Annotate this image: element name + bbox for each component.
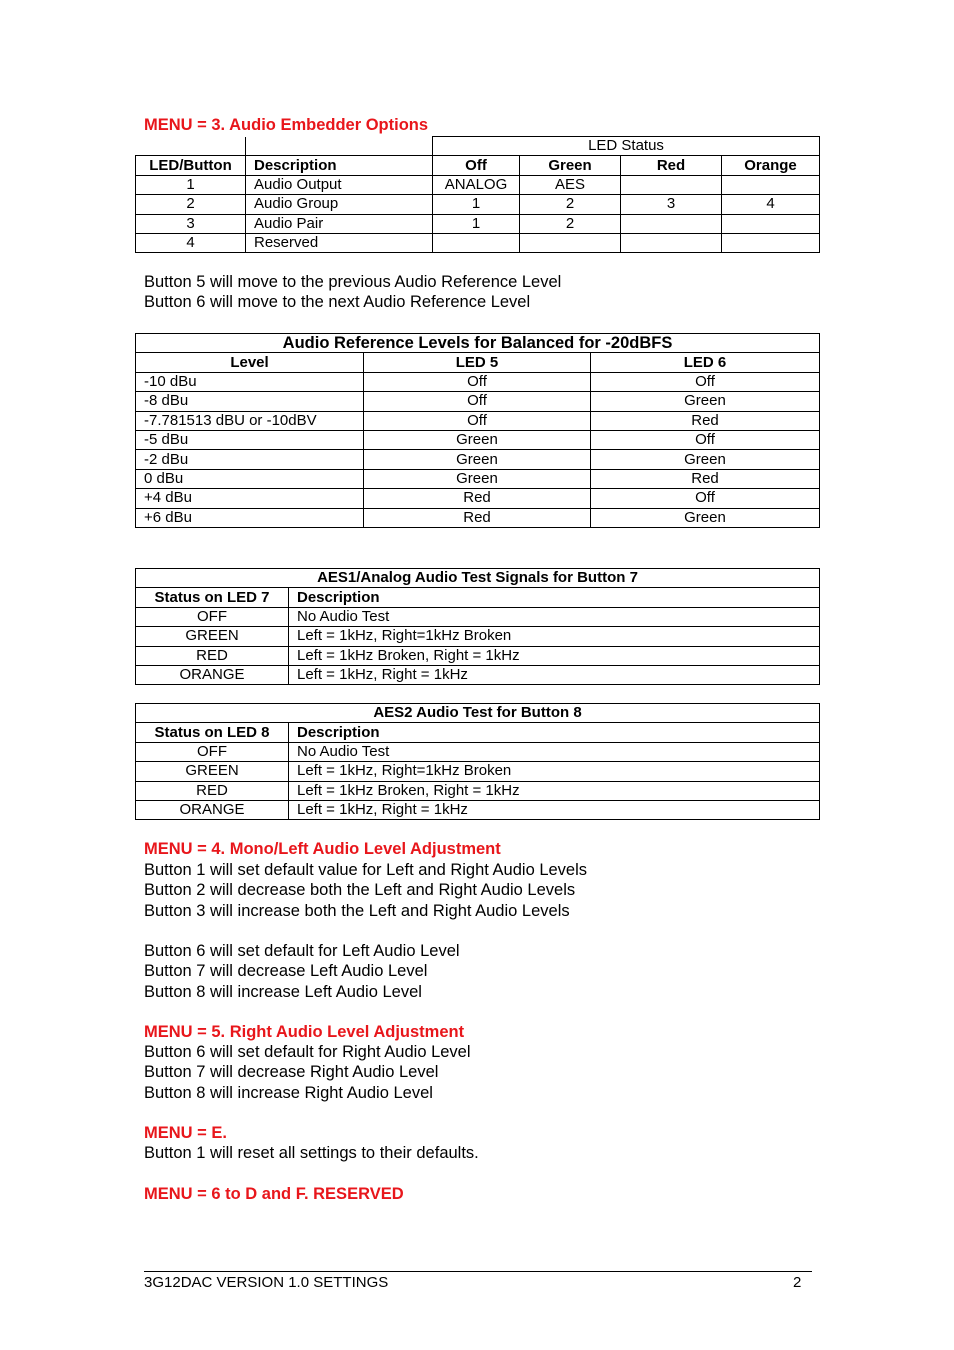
table-row — [136, 646, 820, 665]
table-cell: 1 — [136, 175, 246, 194]
table-row — [136, 607, 820, 626]
table-header-row — [136, 353, 820, 372]
footer-title: 3G12DAC VERSION 1.0 SETTINGS — [144, 1274, 389, 1291]
table-cell: Left = 1kHz, Right=1kHz Broken — [289, 762, 820, 781]
table-cell: Red — [364, 489, 591, 508]
table-cell: 0 dBu — [136, 469, 364, 488]
menu5-heading: MENU = 5. Right Audio Level Adjustment — [144, 1023, 465, 1041]
empty-cell — [246, 137, 433, 156]
table-row — [136, 627, 820, 646]
table-cell: Off — [591, 430, 820, 449]
table-cell: No Audio Test — [289, 607, 820, 626]
table-row — [136, 430, 820, 449]
table-cell: -7.781513 dBU or -10dBV — [136, 411, 364, 430]
table-cell — [621, 233, 722, 252]
table-cell: Green — [591, 450, 820, 469]
column-header: Red — [621, 156, 722, 175]
table-cell: +4 dBu — [136, 489, 364, 508]
table-row — [136, 781, 820, 800]
table-cell: -5 dBu — [136, 430, 364, 449]
table-cell: 3 — [621, 195, 722, 214]
table-row — [136, 233, 820, 252]
table-cell: Green — [364, 450, 591, 469]
table-title-row — [136, 334, 820, 353]
table-row — [136, 800, 820, 819]
table-row — [136, 214, 820, 233]
table-cell: GREEN — [136, 627, 289, 646]
table-cell: 2 — [520, 214, 621, 233]
table-cell: 4 — [136, 233, 246, 252]
table-cell: Reserved — [246, 233, 433, 252]
table-cell — [722, 214, 820, 233]
column-header: Level — [136, 353, 364, 372]
menuE-lines — [144, 1143, 479, 1163]
table-cell: Off — [364, 392, 591, 411]
table-cell: 3 — [136, 214, 246, 233]
text-line: Button 3 will increase both the Left and Right Audio Levels — [144, 901, 570, 920]
aes1-test-table — [135, 568, 820, 685]
table-cell: 4 — [722, 195, 820, 214]
footer-divider — [144, 1271, 812, 1272]
text-line: Button 2 will decrease both the Left and Right Audio Levels — [144, 881, 576, 900]
table-cell: Left = 1kHz, Right = 1kHz — [289, 665, 820, 684]
text-line: Button 7 will decrease Right Audio Level — [144, 1063, 439, 1082]
table-cell: RED — [136, 781, 289, 800]
page-number: 2 — [793, 1274, 802, 1291]
table-cell: Left = 1kHz, Right=1kHz Broken — [289, 627, 820, 646]
table-cell: Off — [364, 411, 591, 430]
table-cell: ORANGE — [136, 800, 289, 819]
table-cell: -2 dBu — [136, 450, 364, 469]
table-title: AES1/Analog Audio Test Signals for Button 7 — [136, 569, 820, 588]
text-line: Button 8 will increase Right Audio Level — [144, 1083, 433, 1102]
column-header: LED 5 — [364, 353, 591, 372]
text-line: Button 6 will set default for Left Audio Level — [144, 942, 460, 960]
table-cell: +6 dBu — [136, 508, 364, 527]
menu3-notes — [144, 272, 561, 313]
text-line: Button 6 will move to the next Audio Reference Level — [144, 293, 531, 312]
text-line: Button 8 will increase Left Audio Level — [144, 982, 422, 1001]
table-title-row — [136, 704, 820, 723]
reference-levels-table — [135, 333, 820, 528]
column-header: Description — [289, 723, 820, 742]
table-cell: Green — [591, 392, 820, 411]
menu4-lines-b — [144, 941, 460, 1002]
table-cell: ORANGE — [136, 665, 289, 684]
table-row — [136, 665, 820, 684]
table-cell: ANALOG — [433, 175, 520, 194]
text-line: Button 1 will set default value for Left and Right Audio Levels — [144, 861, 588, 879]
table-cell — [621, 175, 722, 194]
text-line: Button 1 will reset all settings to their defaults. — [144, 1144, 479, 1162]
table-cell: 1 — [433, 195, 520, 214]
menuE-heading: MENU = E. — [144, 1124, 227, 1142]
column-header: Orange — [722, 156, 820, 175]
table-cell — [621, 214, 722, 233]
table-cell: Off — [364, 372, 591, 391]
table-cell: RED — [136, 646, 289, 665]
column-header: Green — [520, 156, 621, 175]
column-header: Status on LED 8 — [136, 723, 289, 742]
led-status-header: LED Status — [433, 137, 820, 156]
table-cell — [722, 233, 820, 252]
table-cell: 2 — [136, 195, 246, 214]
table-header-row — [136, 156, 820, 175]
table-row — [136, 489, 820, 508]
table-cell: Green — [364, 430, 591, 449]
table-cell — [433, 233, 520, 252]
table-cell: Off — [591, 489, 820, 508]
table-cell: Green — [591, 508, 820, 527]
table-cell: Off — [591, 372, 820, 391]
table-cell: No Audio Test — [289, 742, 820, 761]
menu4-heading: MENU = 4. Mono/Left Audio Level Adjustment — [144, 840, 501, 858]
table-title-row — [136, 569, 820, 588]
aes2-test-table — [135, 703, 820, 820]
table-cell: OFF — [136, 742, 289, 761]
table-row — [136, 762, 820, 781]
table-row — [136, 372, 820, 391]
table-header-row — [136, 723, 820, 742]
table-cell: Left = 1kHz Broken, Right = 1kHz — [289, 646, 820, 665]
table-cell: Green — [364, 469, 591, 488]
table-title: AES2 Audio Test for Button 8 — [136, 704, 820, 723]
text-line: Button 7 will decrease Left Audio Level — [144, 962, 428, 981]
table-cell: Left = 1kHz Broken, Right = 1kHz — [289, 781, 820, 800]
table-row — [136, 742, 820, 761]
column-header: LED 6 — [591, 353, 820, 372]
empty-cell — [136, 137, 246, 156]
table-cell: 2 — [520, 195, 621, 214]
menu3-heading: MENU = 3. Audio Embedder Options — [144, 116, 429, 134]
table-cell: Red — [364, 508, 591, 527]
audio-embedder-table — [135, 136, 820, 253]
table-cell: Red — [591, 411, 820, 430]
table-cell: Audio Group — [246, 195, 433, 214]
table-row — [136, 411, 820, 430]
table-cell: Audio Output — [246, 175, 433, 194]
column-header: Description — [246, 156, 433, 175]
table-row — [136, 195, 820, 214]
table-cell — [722, 175, 820, 194]
menu6-heading: MENU = 6 to D and F. RESERVED — [144, 1185, 404, 1203]
table-cell: -10 dBu — [136, 372, 364, 391]
text-line: Button 6 will set default for Right Audio Level — [144, 1043, 471, 1061]
text-line: Button 5 will move to the previous Audio Reference Level — [144, 273, 562, 291]
table-row — [136, 508, 820, 527]
menu4-lines-a — [144, 860, 587, 921]
table-header-row — [136, 588, 820, 607]
table-cell: OFF — [136, 607, 289, 626]
menu5-lines — [144, 1042, 471, 1103]
column-header: Off — [433, 156, 520, 175]
column-header: Status on LED 7 — [136, 588, 289, 607]
table-cell: 1 — [433, 214, 520, 233]
table-row — [136, 392, 820, 411]
table-cell: Audio Pair — [246, 214, 433, 233]
column-header: Description — [289, 588, 820, 607]
table-row — [136, 137, 820, 156]
table-row — [136, 469, 820, 488]
table-cell: AES — [520, 175, 621, 194]
column-header: LED/Button — [136, 156, 246, 175]
table-cell: GREEN — [136, 762, 289, 781]
table-cell: Left = 1kHz, Right = 1kHz — [289, 800, 820, 819]
table-title: Audio Reference Levels for Balanced for -20dBFS — [136, 334, 820, 353]
table-cell: Red — [591, 469, 820, 488]
table-row — [136, 450, 820, 469]
table-cell — [520, 233, 621, 252]
table-row — [136, 175, 820, 194]
table-cell: -8 dBu — [136, 392, 364, 411]
